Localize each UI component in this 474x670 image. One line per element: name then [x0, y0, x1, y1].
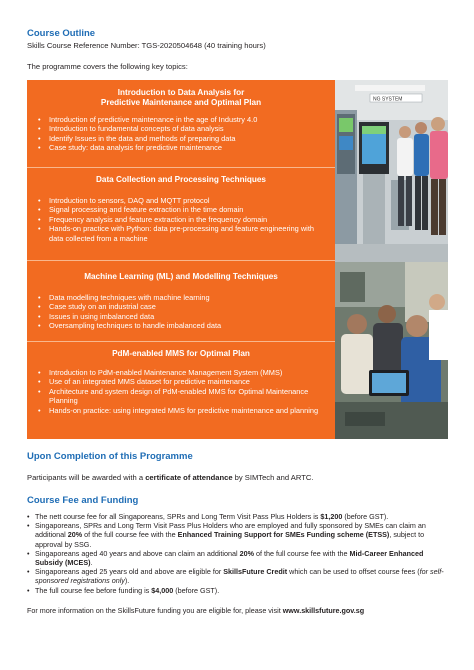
section-3-topic-list [37, 293, 327, 331]
completion-title: Upon Completion of this Programme [27, 451, 193, 462]
fee-item [27, 586, 447, 595]
more-info-line [27, 606, 364, 615]
topic-item: • Issues in using imbalanced data [37, 312, 327, 321]
section-1-topic-list [37, 115, 327, 153]
completion-text [27, 473, 313, 482]
lab-photo-bottom [335, 262, 448, 439]
mces-scheme: Mid-Career Enhanced Subsidy (MCES) [35, 548, 424, 568]
section-divider [27, 167, 335, 168]
course-fee-title: Course Fee and Funding [27, 495, 139, 506]
section-3-heading [27, 272, 335, 282]
certificate-of-attendance: certificate of attendance [145, 473, 233, 482]
fee-amount: $1,200 [320, 512, 343, 521]
fee-text: ). [124, 576, 130, 586]
fee-percent: 20% [239, 548, 254, 558]
topic-item: • Hands-on practice with Python: data pre-processing and feature engineering with data collected from a machine [37, 224, 327, 243]
fee-text: . [90, 558, 93, 568]
completion-text-part: Participants will be awarded with a [27, 473, 146, 482]
topic-item: • Frequency analysis and feature extraction in the frequency domain [37, 215, 327, 224]
section-3-heading-line-1: Machine Learning (ML) and Modelling Techniques [84, 272, 278, 281]
fee-list [27, 512, 447, 595]
topic-item: • Introduction of predictive maintenance in the age of Industry 4.0 [37, 115, 327, 124]
self-sponsored-note: for self-sponsored registrations only [35, 567, 444, 586]
fee-text: of the full course fee with the [82, 530, 178, 540]
section-divider [27, 260, 335, 261]
lab-photo-bottom-image [335, 262, 448, 439]
section-2-topic-list [37, 196, 327, 243]
section-divider [27, 341, 335, 342]
fee-text: (before GST). [173, 585, 220, 595]
section-1-heading [27, 88, 335, 108]
lab-photo-top [335, 80, 448, 262]
fee-text: Singaporeans aged 25 years old and above are eligible for [35, 567, 224, 577]
fee-item [27, 512, 447, 521]
topic-item: • Signal processing and feature extraction in the time domain [37, 205, 327, 214]
topic-item: • Data modelling techniques with machine learning [37, 293, 327, 302]
fee-text: Singaporeans aged 40 years and above can claim an additional [35, 548, 240, 558]
completion-text-part: by SIMTech and ARTC. [232, 473, 314, 482]
key-topics-intro: The programme covers the following key topics: [27, 62, 188, 71]
fee-amount: $4,000 [151, 585, 174, 595]
topic-item: • Case study: data analysis for predictive maintenance [37, 143, 327, 152]
photo-sign-text: NG SYSTEM [373, 96, 403, 103]
topics-panel [27, 80, 335, 439]
fee-text: which can be used to offset course fees ( [287, 567, 420, 577]
course-reference-number: Skills Course Reference Number: TGS-2020504648 (40 training hours) [27, 41, 266, 50]
section-4-heading-line-1: PdM-enabled MMS for Optimal Plan [112, 349, 250, 358]
fee-item [27, 521, 447, 549]
topic-item: • Introduction to PdM-enabled Maintenance Management System (MMS) [37, 368, 327, 377]
lab-photo-top-image [335, 80, 448, 262]
fee-item [27, 567, 447, 585]
topic-item: • Case study on an industrial case [37, 302, 327, 311]
topic-item: • Hands-on practice: using integrated MMS for predictive maintenance and planning [37, 406, 327, 415]
etss-scheme: Enhanced Training Support for SMEs Funding scheme (ETSS) [177, 530, 390, 540]
topic-item: • Oversampling techniques to handle imbalanced data [37, 321, 327, 330]
fee-percent: 20% [67, 530, 83, 540]
section-4-topic-list [37, 368, 327, 415]
topic-item: • Architecture and system design of PdM-enabled MMS for Optimal Maintenance Planning [37, 387, 327, 406]
more-info-text: For more information on the SkillsFuture funding you are eligible for, please visit [27, 606, 283, 615]
fee-item [27, 549, 447, 567]
section-4-heading [27, 349, 335, 359]
fee-text: (before GST). [342, 512, 389, 521]
topic-item: • Introduction to sensors, DAQ and MQTT protocol [37, 196, 327, 205]
section-2-heading-line-1: Data Collection and Processing Techniques [95, 175, 266, 184]
skillsfuture-link[interactable]: www.skillsfuture.gov.sg [282, 606, 365, 615]
topic-item: • Use of an integrated MMS dataset for predictive maintenance [37, 377, 327, 386]
course-outline-title: Course Outline [27, 28, 96, 39]
fee-text: The nett course fee for all Singaporeans, SPRs and Long Term Visit Pass Plus Holders is [35, 512, 321, 521]
topic-item: • Identify Issues in the data and methods of preparing data [37, 134, 327, 143]
section-1-heading-line-1: Introduction to Data Analysis for [117, 88, 245, 97]
fee-text: of the full course fee with the [253, 548, 350, 558]
topic-item: • Introduction to fundamental concepts of data analysis [37, 124, 327, 133]
fee-text: Singaporeans, SPRs and Long Term Visit Pass Plus Holders who are employed and fully sponsored by SMEs can claim an additional [35, 521, 426, 540]
fee-text: , subject to approval by SSG. [35, 530, 425, 549]
skillsfuture-credit: SkillsFuture Credit [223, 567, 288, 577]
section-2-heading [27, 175, 335, 185]
section-1-heading-line-2: Predictive Maintenance and Optimal Plan [100, 98, 262, 107]
fee-text: The full course fee before funding is [35, 585, 152, 595]
